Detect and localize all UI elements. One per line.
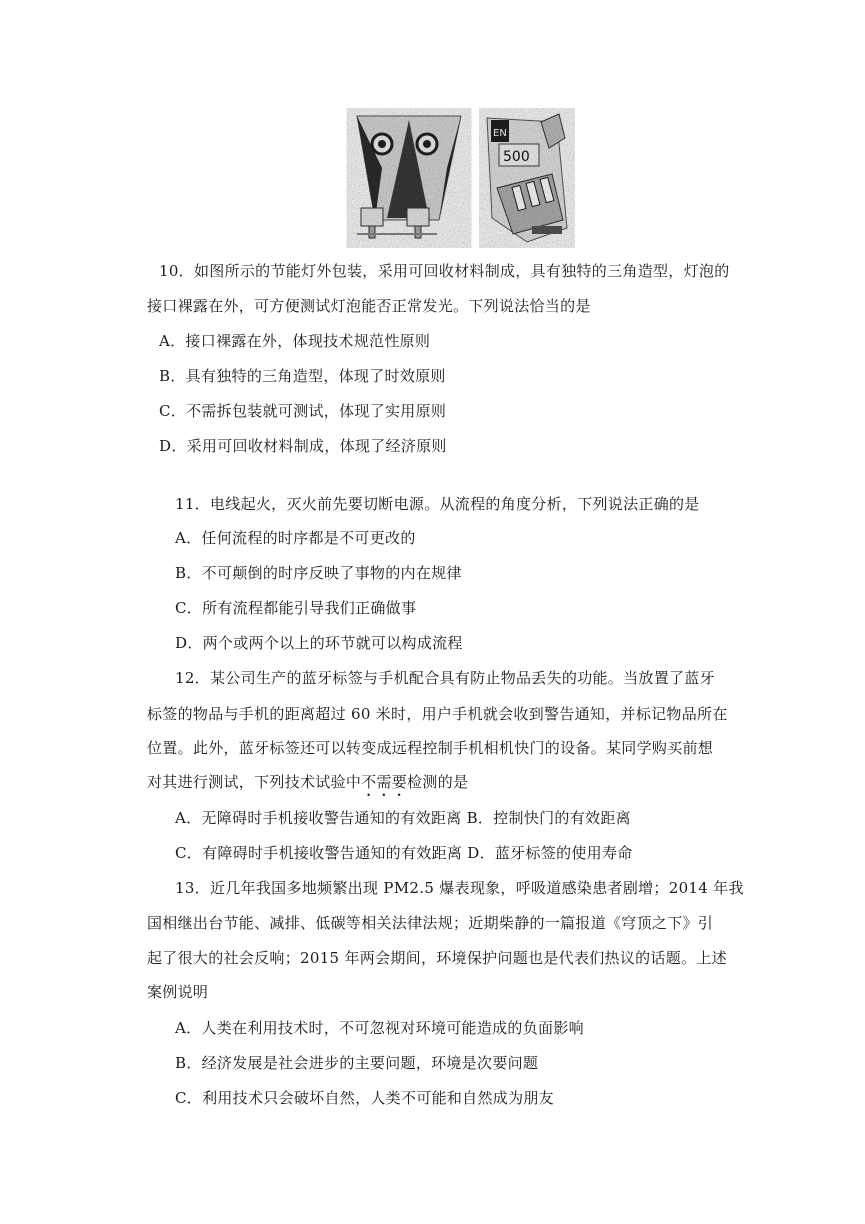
right-package [487, 114, 567, 242]
q10-option-a: A．接口裸露在外，体现技术规范性原则 [159, 332, 431, 350]
q11-stem-line1: 11．电线起火，灭火前先要切断电源。从流程的角度分析，下列说法正确的是 [175, 495, 700, 513]
lamp-packaging-photo [327, 108, 590, 248]
q12-stem-line4 [147, 772, 468, 800]
q13-stem-line1: 13．近几年我国多地频繁出现 PM2.5 爆表现象，呼吸道感染患者剧增；2014 年我 [175, 879, 744, 897]
q13-stem-line4: 案例说明 [147, 983, 209, 1001]
q11-option-d: D．两个或两个以上的环节就可以构成流程 [175, 634, 463, 652]
q10-stem-line1: 10．如图所示的节能灯外包装，采用可回收材料制成，具有独特的三角造型，灯泡的 [159, 262, 730, 280]
wattage-label: 500 [503, 149, 530, 165]
q12-options-cd: C．有障碍时手机接收警告通知的有效距离 D．蓝牙标签的使用寿命 [175, 844, 633, 862]
q12-stem-line2: 标签的物品与手机的距离超过 60 米时，用户手机就会收到警告通知，并标记物品所在 [147, 705, 728, 723]
q12-stem-line4-post: 检测的是 [407, 773, 469, 791]
q13-stem-line3: 起了很大的社会反响；2015 年两会期间，环境保护问题也是代表们热议的话题。上述 [147, 949, 727, 967]
q13-stem-line2: 国相继出台节能、减排、低碳等相关法律法规；近期柴静的一篇报道《穹顶之下》引 [147, 914, 714, 932]
q11-option-b: B．不可颠倒的时序反映了事物的内在规律 [175, 564, 462, 582]
q13-option-b: B．经济发展是社会进步的主要问题，环境是次要问题 [175, 1054, 539, 1072]
q12-stem-line4-pre: 对其进行测试，下列技术试验中 [147, 773, 362, 791]
q12-stem-line1: 12．某公司生产的蓝牙标签与手机配合具有防止物品丢失的功能。当放置了蓝牙 [175, 669, 715, 687]
q11-option-c: C．所有流程都能引导我们正确做事 [175, 599, 417, 617]
q13-option-a: A．人类在利用技术时，不可忽视对环境可能造成的负面影响 [175, 1019, 584, 1037]
q12-emphasis-not-needed: 不需要 [361, 773, 408, 791]
brand-label: EN [493, 128, 507, 139]
q12-stem-line3: 位置。此外，蓝牙标签还可以转变成远程控制手机相机快门的设备。某同学购买前想 [147, 739, 714, 757]
lamp-packaging-drawing [327, 108, 590, 248]
q13-option-c: C．利用技术只会破坏自然，人类不可能和自然成为朋友 [175, 1089, 554, 1107]
q10-option-c: C．不需拆包装就可测试，体现了实用原则 [159, 402, 447, 420]
q11-option-a: A．任何流程的时序都是不可更改的 [175, 529, 416, 547]
q10-option-b: B．具有独特的三角造型，体现了时效原则 [159, 367, 446, 385]
left-package [357, 116, 461, 238]
q10-stem-line2: 接口裸露在外，可方便测试灯泡能否正常发光。下列说法恰当的是 [147, 297, 591, 315]
q12-options-ab: A．无障碍时手机接收警告通知的有效距离 B．控制快门的有效距离 [175, 809, 631, 827]
q10-option-d: D．采用可回收材料制成，体现了经济原则 [159, 437, 447, 455]
